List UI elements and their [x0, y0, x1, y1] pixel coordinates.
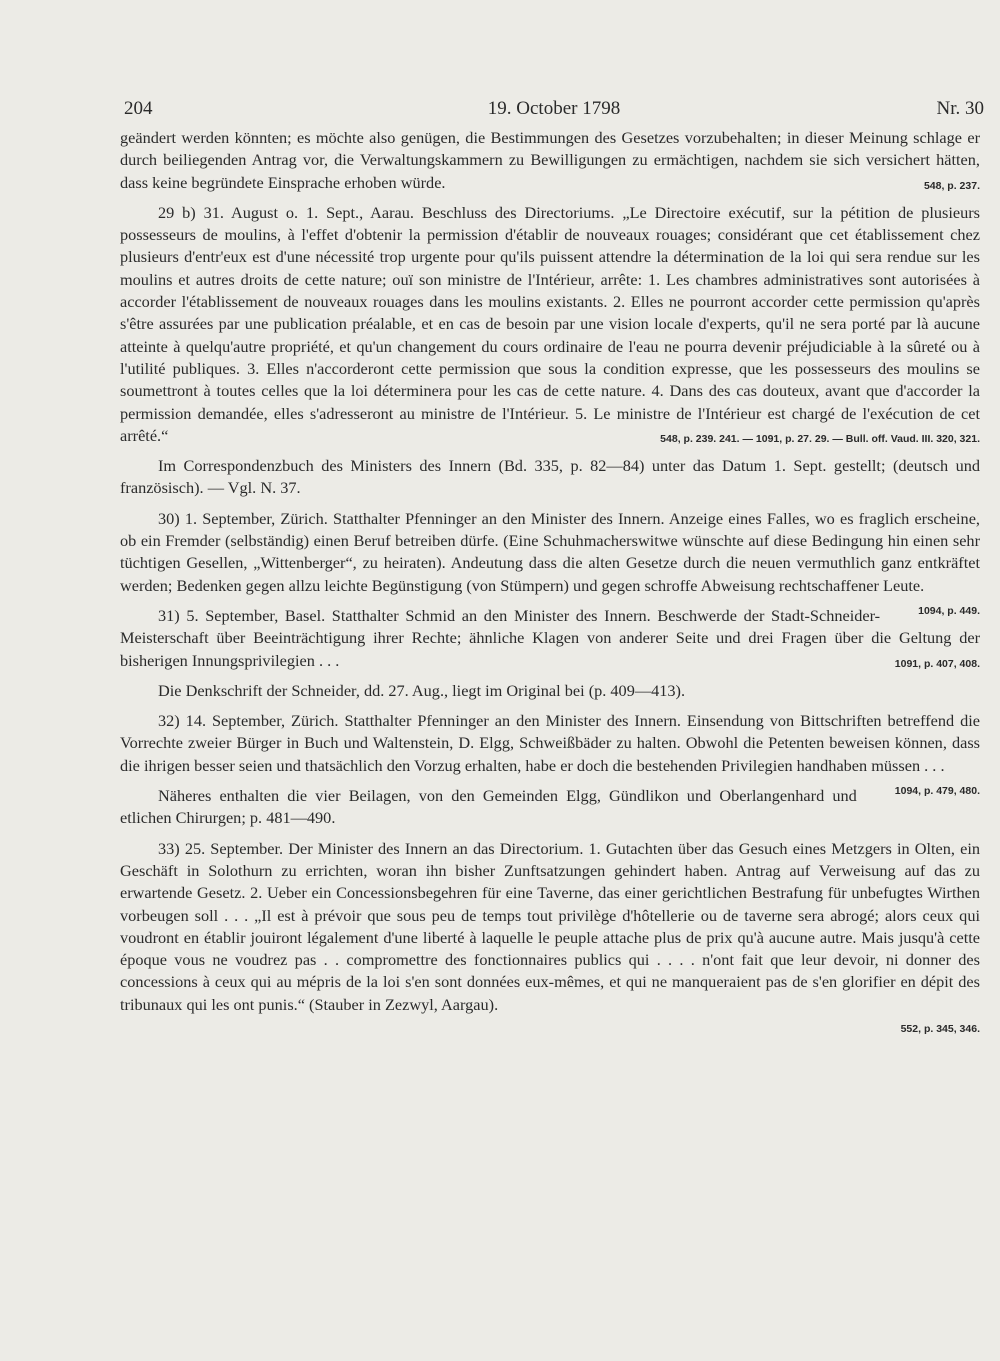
paragraph-text: 31) 5. September, Basel. Statthalter Schmid an den Minister des Innern. Beschwerde der Stadt-Schneider-Meisterschaft über Beeinträchtigung ihrer Rechte; ähnliche Klagen von anderer Seite und drei Fragen über die Geltung der bisherigen Innungsprivilegien . . .: [120, 605, 980, 670]
header-date: 19. October 1798: [487, 98, 621, 119]
page-number: 204: [124, 98, 153, 119]
paragraph-text: 29 b) 31. August o. 1. Sept., Aarau. Beschluss des Directoriums. „Le Directoire exécutif, sur la pétition de plusieurs possesseurs de moulins, à l'effet d'obtenir la permission d'établir de nouveaux rouages; considérant que cet établissement chez plusieurs d'entr'eux est d'une nécessité trop urgente pour qu'ils puissent attendre la détermination de la loi qui sera rendue sur les moulins et autres droits de cette nature; ouï son ministre de l'Intérieur, arrête: 1. Les chambres administratives sont autorisées à accorder l'établissement de nouveaux rouages dans les moulins existants. 2. Elles ne pourront accorder cette permission qu'après s'être assurées par une publication préalable, et en cas de besoin par une vision locale d'experts, qu'il ne sera porté par là aucune atteinte à quelqu'autre propriété, et qu'un changement du cours ordinaire de l'eau ne pourra devenir préjudiciable à la sûreté ou à l'utilité publiques. 3. Elles n'accorderont cette permission que sous la condition expresse, que les possesseurs des moulins se soumettront à toutes celles que la loi déterminera pour les cas de cette nature. 4. Dans des cas douteux, avant que d'accorder la permission demandée, elles s'adresseront au ministre de l'Intérieur. 5. Le ministre de l'Intérieur est chargé de l'exécution de cet arrêté.“: [120, 202, 980, 445]
entry-32: [120, 710, 980, 798]
source-reference: 1094, p. 479, 480.: [894, 785, 980, 798]
paragraph-text: 32) 14. September, Zürich. Statthalter Pfenninger an den Minister des Innern. Einsendung von Bittschriften betreffend die Vorrechte zweier Bürger in Buch und Waltenstein, D. Elgg, Schweißbäder zu halten. Obwohl die Petenten beweisen können, dass die ihrigen besser seien und thatsächlich den Vorzug erhalten, habe er doch die bestehenden Privilegien handhaben müssen . . .: [120, 711, 980, 775]
entry-31: [120, 605, 980, 672]
note-correspondenzbuch: [120, 455, 980, 500]
paragraph-text: Näheres enthalten die vier Beilagen, von den Gemeinden Elgg, Gündlikon und Oberlangenhard und etlichen Chirurgen; p. 481—490.: [120, 786, 857, 828]
entry-33: [120, 838, 980, 1016]
paragraph-text: geändert werden könnten; es möchte also genügen, die Bestimmungen des Gesetzes vorzubehalten; in dieser Meinung schlage er durch beiliegenden Antrag vor, die Verwaltungskammern zu Bewilligungen zu ermächtigen, nachdem sie sich versichert hätten, dass keine begründete Einsprache erhoben würde.: [120, 128, 980, 192]
paragraph-text: 33) 25. September. Der Minister des Innern an das Directorium. 1. Gutachten über das Gesuch eines Metzgers in Olten, ein Geschäft in Solothurn zu errichten, woran ihn bisher Zunftsatzungen gehindert haben. Antrag auf Verweisung auf das zu erwartende Gesetz. 2. Ueber ein Concessionsbegehren für eine Taverne, das einer gerichtlichen Bestrafung für unbefugtes Wirthen vorbeugen soll . . . „Il est à prévoir que sous peu de temps tout privilège d'hôtellerie ou de taverne sera abrogé; alors ceux qui voudront en établir jouiront légalement d'une liberté à laquelle le peuple attache plus de prix qu'à aucune autre. Mais jusqu'à cette époque vous ne voudrez pas . . compromettre des fonctionnaires publics qui . . . . n'ont fait que leur devoir, ni donner des concessions à ceux qui au mépris de la loi s'en sont données eux-mêmes, et qui ne manqueraient pas de s'en glorifier en dépit des tribunaux qui les ont punis.“ (Stauber in Zezwyl, Aargau).: [120, 838, 980, 1014]
body-text: [120, 127, 980, 1040]
note-denkschrift: [120, 680, 980, 702]
entry-30: [120, 508, 980, 617]
source-reference-line: [120, 1016, 980, 1040]
entry-29b: [120, 202, 980, 447]
source-reference: 548, p. 239. 241. — 1091, p. 27. 29. — Bull. off. Vaud. III. 320, 321.: [660, 432, 980, 445]
paragraph-text: 30) 1. September, Zürich. Statthalter Pfenninger an den Minister des Innern. Anzeige eines Falles, wo es fraglich erscheine, ob ein Fremder (selbständig) einen Beruf betreiben dürfe. (Eine Schuhmacherswitwe wünschte auf diese Bedingung hin einen sehr tüchtigen Gesellen, „Wittenberger“, zu heiraten). Andeutung dass die alten Gesetze durch die neuen vermuthlich ganz entkräftet werden; Bedenken gegen allzu leichte Begünstigung (von Stümpern) und gegen schroffe Abweisung rechtschaffener Leute.: [120, 508, 980, 595]
paragraph-text: Im Correspondenzbuch des Ministers des Innern (Bd. 335, p. 82—84) unter das Datum 1. Sept. gestellt; (deutsch und französisch). — Vgl. N. 37.: [120, 456, 980, 498]
note-beilagen: [120, 785, 980, 830]
source-reference: 552, p. 345, 346.: [900, 1022, 980, 1035]
page-header: [124, 94, 984, 124]
paragraph-text: Die Denkschrift der Schneider, dd. 27. Aug., liegt im Original bei (p. 409—413).: [158, 680, 686, 700]
source-reference: 548, p. 237.: [923, 179, 980, 192]
paragraph-continuation: [120, 127, 980, 194]
source-reference: 1094, p. 449.: [918, 604, 980, 617]
source-reference: 1091, p. 407, 408.: [894, 657, 980, 670]
section-number: Nr. 30: [936, 98, 984, 119]
